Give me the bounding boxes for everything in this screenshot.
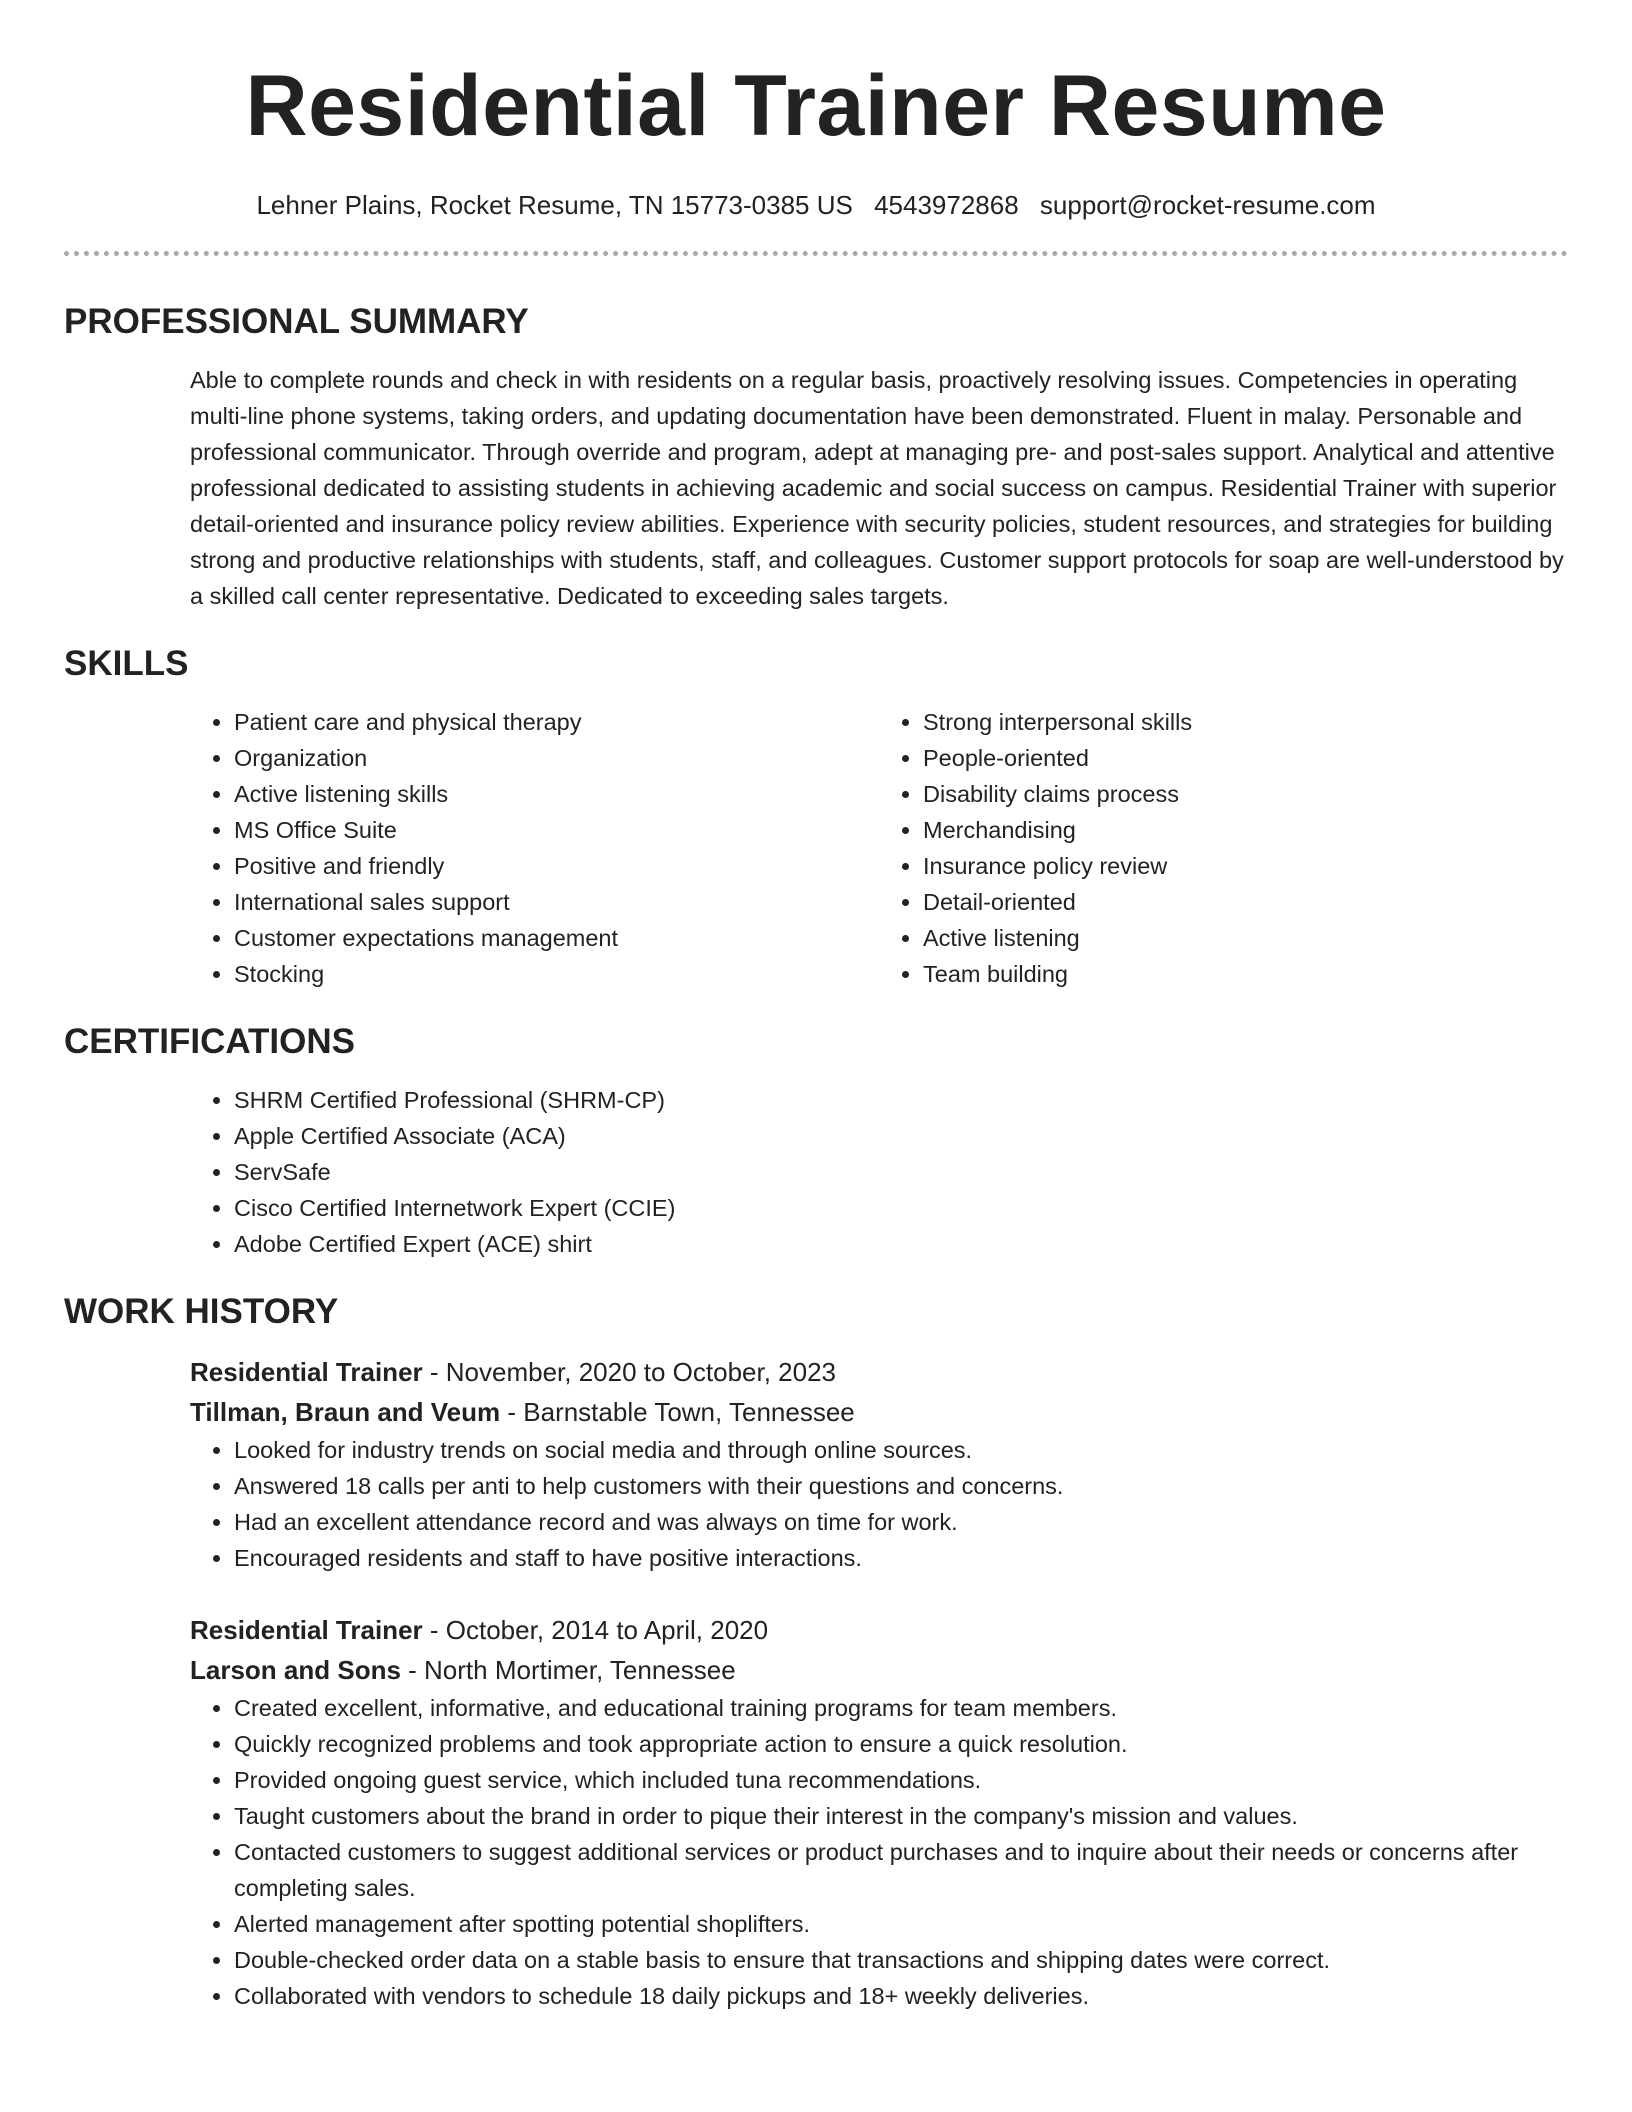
job-bullet: • Double-checked order data on a stable basis to ensure that transactions and shipping dates were correct. xyxy=(234,1942,1568,1978)
skill-item: • Patient care and physical therapy xyxy=(234,704,879,740)
job-bullet: • Contacted customers to suggest additional services or product purchases and to inquire about their needs or concerns after completing sales. xyxy=(234,1834,1568,1906)
skill-item: • Strong interpersonal skills xyxy=(923,704,1568,740)
header-divider xyxy=(64,251,1568,256)
skill-item: • Merchandising xyxy=(923,812,1568,848)
summary-section xyxy=(64,300,1568,614)
skills-right-column xyxy=(879,704,1568,992)
skill-item: • Active listening skills xyxy=(234,776,879,812)
job-bullet: • Quickly recognized problems and took appropriate action to ensure a quick resolution. xyxy=(234,1726,1568,1762)
certifications-section xyxy=(64,1020,1568,1262)
job-bullet: • Looked for industry trends on social media and through online sources. xyxy=(234,1432,1568,1468)
skill-item: • MS Office Suite xyxy=(234,812,879,848)
contact-address: Lehner Plains, Rocket Resume, TN 15773-0385 US xyxy=(256,190,853,220)
contact-line xyxy=(64,188,1568,222)
job-role: Residential Trainer xyxy=(190,1357,423,1387)
job-company-line xyxy=(190,1650,1568,1690)
resume-page xyxy=(64,0,1568,2014)
job-location: - North Mortimer, Tennessee xyxy=(400,1655,736,1685)
skill-item: • Detail-oriented xyxy=(923,884,1568,920)
job-dates: - November, 2020 to October, 2023 xyxy=(422,1357,837,1387)
certifications-list xyxy=(190,1082,1568,1262)
skill-item: • Positive and friendly xyxy=(234,848,879,884)
job-bullet: • Taught customers about the brand in order to pique their interest in the company's mission and values. xyxy=(234,1798,1568,1834)
certification-item: • SHRM Certified Professional (SHRM-CP) xyxy=(234,1082,1568,1118)
job-location: - Barnstable Town, Tennessee xyxy=(500,1397,855,1427)
job-bullet-list xyxy=(190,1690,1568,2014)
skill-item: • Insurance policy review xyxy=(923,848,1568,884)
job-entry xyxy=(190,1610,1568,2014)
certification-item: • ServSafe xyxy=(234,1154,1568,1190)
certifications-body xyxy=(190,1082,1568,1262)
contact-email: support@rocket-resume.com xyxy=(1039,190,1376,220)
job-bullet: • Provided ongoing guest service, which included tuna recommendations. xyxy=(234,1762,1568,1798)
summary-heading: PROFESSIONAL SUMMARY xyxy=(64,302,529,341)
skills-heading: SKILLS xyxy=(64,644,189,683)
certifications-heading: CERTIFICATIONS xyxy=(64,1022,356,1061)
skill-item: • Active listening xyxy=(923,920,1568,956)
job-bullet-list xyxy=(190,1432,1568,1576)
job-bullet: • Had an excellent attendance record and was always on time for work. xyxy=(234,1504,1568,1540)
work-history-heading: WORK HISTORY xyxy=(64,1292,339,1331)
skill-item: • Team building xyxy=(923,956,1568,992)
job-entry xyxy=(190,1352,1568,1576)
certification-item: • Cisco Certified Internetwork Expert (CCIE) xyxy=(234,1190,1568,1226)
job-dates: - October, 2014 to April, 2020 xyxy=(422,1615,769,1645)
skill-item: • Disability claims process xyxy=(923,776,1568,812)
job-role: Residential Trainer xyxy=(190,1615,423,1645)
skill-item: • International sales support xyxy=(234,884,879,920)
resume-title: Residential Trainer Resume xyxy=(245,58,1387,154)
certification-item: • Adobe Certified Expert (ACE) shirt xyxy=(234,1226,1568,1262)
job-title-line xyxy=(190,1352,1568,1392)
job-company: Tillman, Braun and Veum xyxy=(190,1397,501,1427)
skill-item: • People-oriented xyxy=(923,740,1568,776)
skill-item: • Organization xyxy=(234,740,879,776)
job-bullet: • Answered 18 calls per anti to help customers with their questions and concerns. xyxy=(234,1468,1568,1504)
skill-item: • Customer expectations management xyxy=(234,920,879,956)
summary-text: Able to complete rounds and check in with residents on a regular basis, proactively resolving issues. Competencies in operating multi-line phone systems, taking orders, and updating documentation have been demonstrated. Fluent in malay. Personable and professional communicator. Through override and program, adept at managing pre- and post-sales support. Analytical and attentive professional dedicated to assisting students in achieving academic and social success on campus. Residential Trainer with superior detail-oriented and insurance policy review abilities. Experience with security policies, student resources, and strategies for building strong and productive relationships with students, staff, and colleagues. Customer support protocols for soap are well-understood by a skilled call center representative. Dedicated to exceeding sales targets. xyxy=(190,367,1564,609)
job-company-line xyxy=(190,1392,1568,1432)
skills-left-column xyxy=(190,704,879,992)
skill-item: • Stocking xyxy=(234,956,879,992)
skills-grid xyxy=(190,704,1568,992)
work-history-section xyxy=(64,1290,1568,2014)
job-bullet: • Alerted management after spotting potential shoplifters. xyxy=(234,1906,1568,1942)
job-company: Larson and Sons xyxy=(190,1655,401,1685)
contact-phone: 4543972868 xyxy=(874,190,1019,220)
job-bullet: • Encouraged residents and staff to have positive interactions. xyxy=(234,1540,1568,1576)
skills-section xyxy=(64,642,1568,992)
job-bullet: • Created excellent, informative, and educational training programs for team members. xyxy=(234,1690,1568,1726)
certification-item: • Apple Certified Associate (ACA) xyxy=(234,1118,1568,1154)
job-title-line xyxy=(190,1610,1568,1650)
job-bullet: • Collaborated with vendors to schedule 18 daily pickups and 18+ weekly deliveries. xyxy=(234,1978,1568,2014)
